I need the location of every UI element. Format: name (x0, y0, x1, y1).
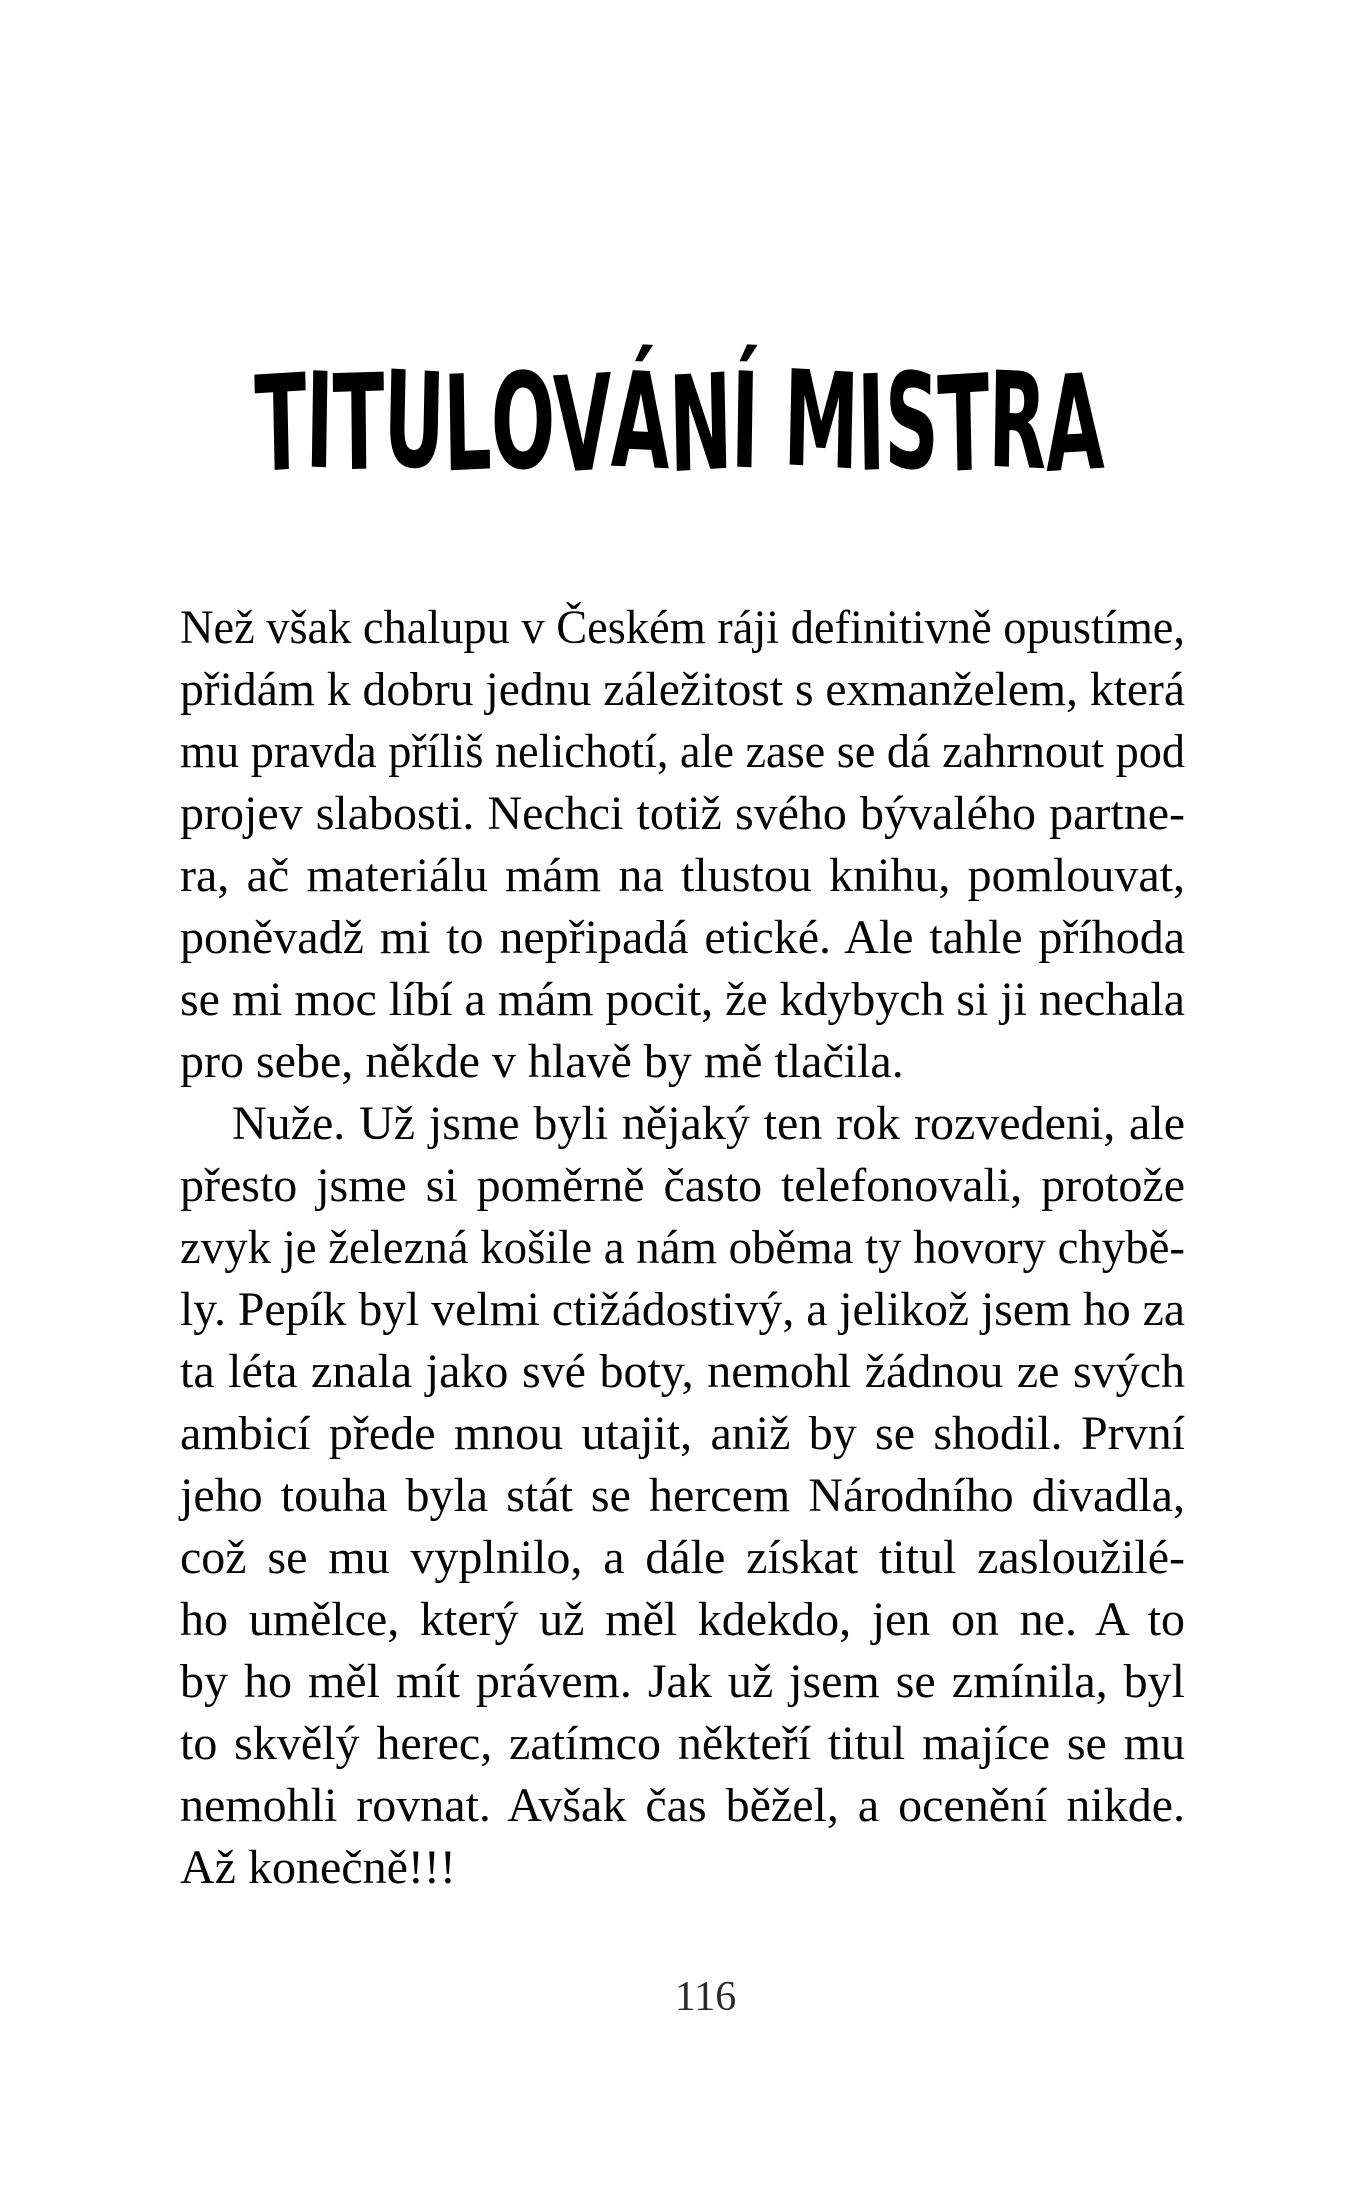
text-line: by ho měl mít právem. Jak už jsem se zmínila, byl (180, 1655, 1185, 1708)
title-letter: I (856, 346, 887, 502)
title-letter: I (304, 344, 335, 500)
title-letter: U (382, 342, 446, 500)
title-letter (758, 346, 785, 502)
page-number-text: 116 (674, 1974, 737, 2020)
text-line: poněvadž mi to nepřipadá etické. Ale tahle příhoda (180, 911, 1185, 964)
text-line: Až konečně!!! (180, 1841, 456, 1894)
text-line: zvyk je železná košile a nám oběma ty hovory chybě- (180, 1221, 1185, 1274)
title-letter: V (552, 346, 614, 504)
title-letter: T (936, 346, 991, 504)
page-number (0, 1976, 1359, 2018)
text-line: ho umělce, který už měl kdekdo, jen on ne. A to (180, 1593, 1185, 1646)
text-line: ta léta znala jako své boty, nemohl žádnou ze svých (180, 1345, 1185, 1398)
text-line: se mi moc líbí a mám pocit, že kdybych si ji nechala (180, 973, 1185, 1026)
title-letter: L (442, 346, 493, 503)
title-letter: A (1044, 345, 1106, 503)
text-line: Nuže. Už jsme byli nějaký ten rok rozvedeni, ale (232, 1097, 1185, 1150)
text-line: Než však chalupu v Českém ráji definitivně opustíme, (180, 601, 1185, 654)
title-letter: O (490, 344, 556, 501)
text-line: přesto jsme si poměrně často telefonovali, protože (180, 1159, 1185, 1212)
chapter-title-text (253, 341, 1106, 504)
title-letter: Í (730, 344, 760, 500)
text-line: to skvělý herec, zatímco někteří titul majíce se mu (180, 1717, 1185, 1770)
body-text (180, 597, 1185, 1899)
text-line: jeho touha byla stát se hercem Národního divadla, (180, 1469, 1185, 1522)
text-line: mu pravda příliš nelichotí, ale zase se dá zahrnout pod (180, 725, 1185, 778)
text-line: pro sebe, někde v hlavě by mě tlačila. (180, 1035, 904, 1088)
title-letter: T (332, 345, 385, 502)
title-letter: M (782, 341, 860, 501)
text-line: přidám k dobru jednu záležitost s exmanželem, která (180, 663, 1185, 716)
title-letter: S (884, 344, 940, 500)
text-line: ly. Pepík byl velmi ctižádostivý, a jelikož jsem ho za (180, 1283, 1185, 1336)
text-line: projev slabosti. Nechci totiž svého bývalého partne- (180, 787, 1185, 840)
title-letter: Á (610, 343, 671, 500)
title-letter: N (667, 345, 733, 503)
text-line: ra, ač materiálu mám na tlustou knihu, pomlouvat, (180, 849, 1185, 902)
text-line: což se mu vyplnilo, a dále získat titul zasloužilé- (180, 1531, 1185, 1584)
title-letter: T (253, 345, 308, 503)
chapter-title (0, 341, 1359, 504)
text-line: nemohli rovnat. Avšak čas běžel, a ocenění nikde. (180, 1779, 1185, 1832)
text-line: ambicí přede mnou utajit, aniž by se shodil. První (180, 1407, 1185, 1460)
title-letter: R (987, 343, 1048, 500)
